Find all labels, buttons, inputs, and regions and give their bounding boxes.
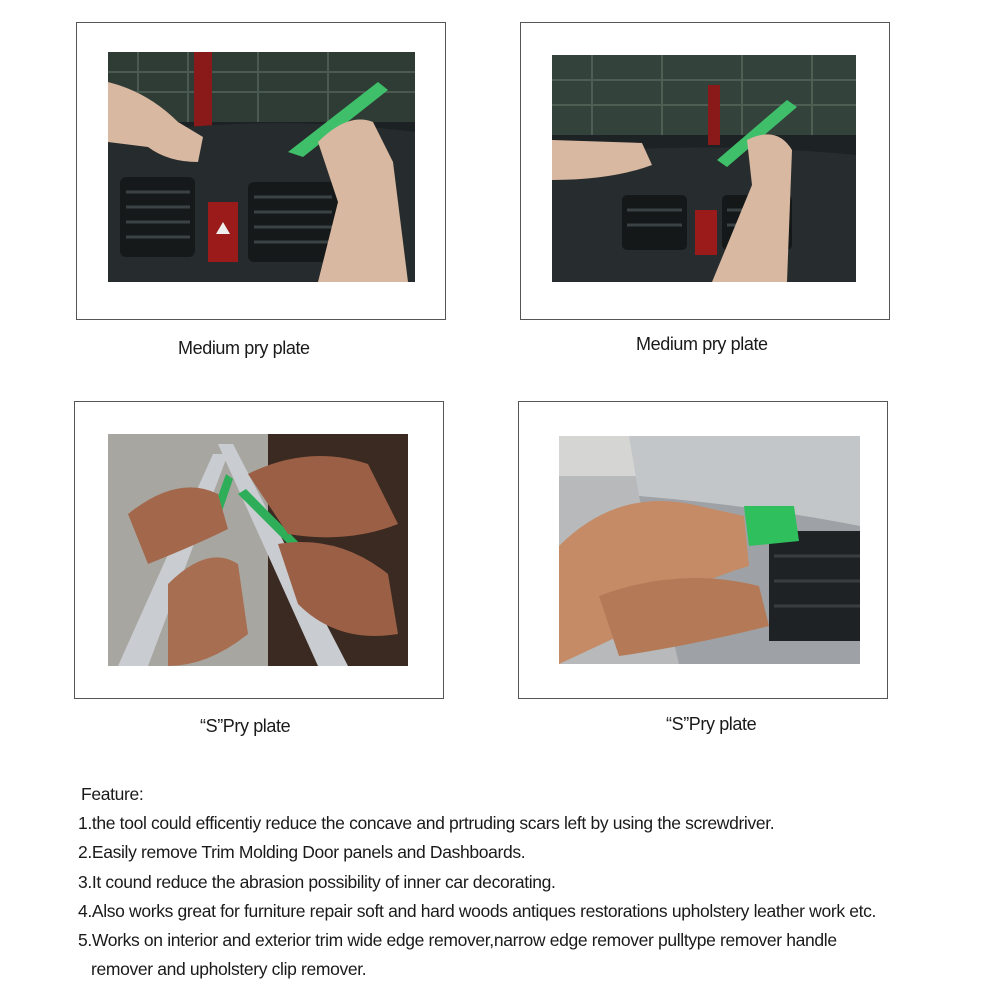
feature-item: 3.It cound reduce the abrasion possibility of inner car decorating. xyxy=(78,871,556,892)
feature-item: 2.Easily remove Trim Molding Door panels and Dashboards. xyxy=(78,842,526,863)
bumper-pry-photo xyxy=(559,436,860,664)
panel-caption-4: “S”Pry plate xyxy=(666,714,757,734)
feature-list xyxy=(78,780,876,984)
trim-molding-pry-photo xyxy=(108,434,408,666)
panel-caption-1: Medium pry plate xyxy=(178,338,310,358)
feature-item-continued: remover and upholstery clip remover. xyxy=(91,959,367,980)
dashboard-pry-photo-1 xyxy=(108,52,415,282)
feature-item: 1.the tool could efficentiy reduce the concave and prtruding scars left by using the screwdriver. xyxy=(78,813,775,834)
feature-item: 5.Works on interior and exterior trim wide edge remover,narrow edge remover pulltype remover handle xyxy=(78,930,837,951)
dashboard-pry-photo-2 xyxy=(552,55,856,282)
feature-heading: Feature: xyxy=(81,784,144,804)
feature-item: 4.Also works great for furniture repair soft and hard woods antiques restorations upholstery leather work etc. xyxy=(78,900,877,921)
panel-caption-2: Medium pry plate xyxy=(636,334,768,354)
panel-caption-3: “S”Pry plate xyxy=(200,716,291,736)
